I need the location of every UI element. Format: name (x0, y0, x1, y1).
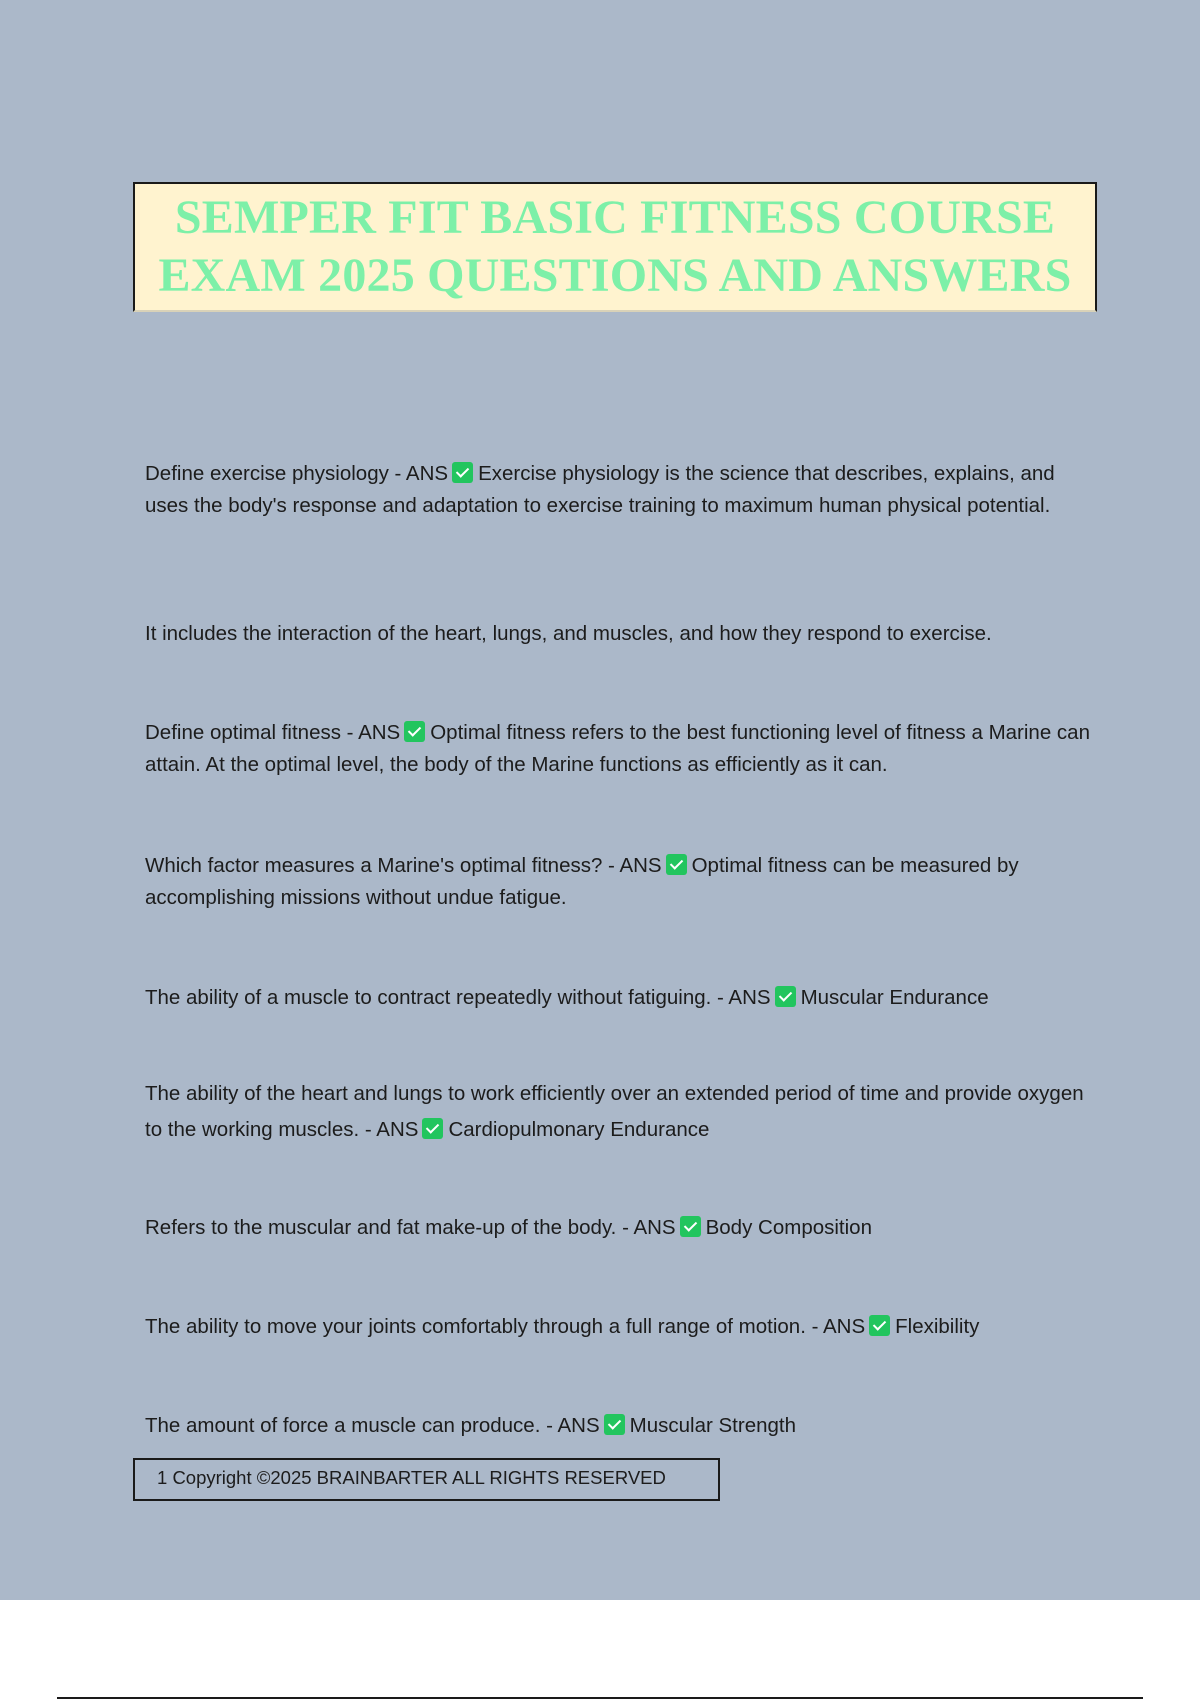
answer-text: Optimal fitness refers to the best functioning level of fitness a Marine can attain. At the optimal level, the body of the Marine functions as efficiently as it can. (145, 721, 1090, 776)
page-number: 1 (157, 1467, 168, 1488)
title-line-1: SEMPER FIT BASIC FITNESS COURSE (174, 191, 1056, 244)
qa-item-cardiopulmonary-endurance (145, 1076, 1095, 1148)
question-text: Define optimal fitness - ANS (145, 721, 401, 744)
question-text: The ability to move your joints comfortably through a full range of motion. - ANS (145, 1315, 866, 1338)
check-mark-icon (422, 1118, 443, 1139)
check-mark-icon (680, 1216, 701, 1237)
qa-item-optimal-fitness (145, 717, 1095, 781)
answer-text: Body Composition (705, 1216, 872, 1239)
answer-text: Flexibility (895, 1315, 980, 1338)
copyright-text: Copyright ©2025 BRAINBARTER ALL RIGHTS RESERVED (172, 1467, 666, 1488)
title-banner (133, 182, 1097, 312)
question-text: Refers to the muscular and fat make-up of the body. - ANS (145, 1216, 676, 1239)
question-text: Which factor measures a Marine's optimal fitness? - ANS (145, 854, 662, 877)
answer-text: Cardiopulmonary Endurance (448, 1118, 710, 1141)
question-text: The amount of force a muscle can produce. - ANS (145, 1414, 600, 1437)
check-mark-icon (869, 1315, 890, 1336)
answer-text: Optimal fitness can be measured by accomplishing missions without undue fatigue. (145, 854, 1019, 909)
paragraph-text: It includes the interaction of the heart, lungs, and muscles, and how they respond to exercise. (145, 622, 992, 645)
copyright-footer (133, 1458, 720, 1501)
qa-item-muscular-endurance (145, 982, 1095, 1014)
qa-item-interaction-note (145, 618, 1095, 650)
answer-text: Exercise physiology is the science that describes, explains, and uses the body's response and adaptation to exercise training to maximum human physical potential. (145, 462, 1055, 517)
check-mark-icon (604, 1414, 625, 1435)
question-text: The ability of a muscle to contract repeatedly without fatiguing. - ANS (145, 986, 771, 1009)
answer-text: Muscular Endurance (800, 986, 989, 1009)
qa-item-optimal-fitness-measure (145, 850, 1095, 914)
qa-item-body-composition (145, 1212, 1095, 1244)
qa-item-muscular-strength (145, 1410, 1095, 1442)
qa-item-flexibility (145, 1311, 1095, 1343)
title-line-2: EXAM 2025 QUESTIONS AND ANSWERS (158, 249, 1072, 302)
check-mark-icon (404, 721, 425, 742)
check-mark-icon (452, 462, 473, 483)
question-text: Define exercise physiology - ANS (145, 462, 449, 485)
next-page-divider (57, 1697, 1143, 1699)
qa-item-exercise-physiology (145, 458, 1095, 522)
check-mark-icon (666, 854, 687, 875)
answer-text: Muscular Strength (629, 1414, 797, 1437)
question-text: The ability of the heart and lungs to work efficiently over an extended period of time and provide oxygen to the working muscles. - ANS (145, 1082, 1084, 1141)
check-mark-icon (775, 986, 796, 1007)
